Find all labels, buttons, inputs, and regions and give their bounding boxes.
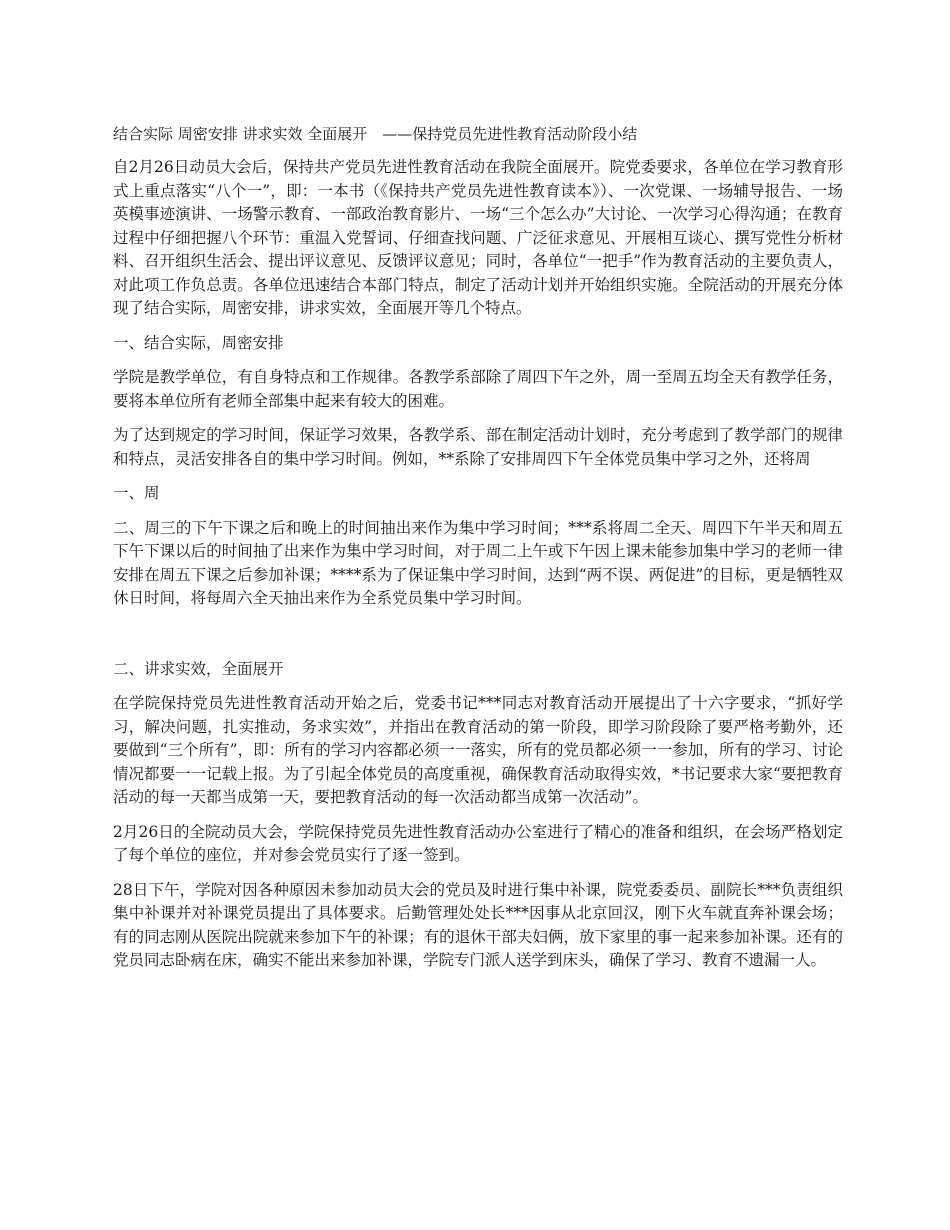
document-page	[113, 122, 843, 984]
document-title: 结合实际 周密安排 讲求实效 全面展开 ——保持党员先进性教育活动阶段小结	[113, 125, 638, 143]
list-fragment: 一、周	[113, 484, 160, 502]
body-paragraph: 二、周三的下午下课之后和晚上的时间抽出来作为集中学习时间；***系将周二全天、周四下午半天和周五下午下课以后的时间抽了出来作为集中学习时间，对于周二上午或下午因上课未能参加集中学习的老师一律安排在周五下课之后参加补课；****系为了保证集中学习时间，达到“两不误、两促进”的目标，更是牺牲双休日时间，将每周六全天抽出来作为全系党员集中学习时间。	[113, 518, 843, 607]
section-heading-1: 一、结合实际，周密安排	[113, 333, 284, 352]
body-paragraph: 学院是教学单位，有自身特点和工作规律。各教学系部除了周四下午之外，周一至周五均全天有教学任务，要将本单位所有老师全部集中起来有较大的困难。	[113, 368, 843, 410]
intro-paragraph: 自2月26日动员大会后，保持共产党员先进性教育活动在我院全面展开。院党委要求，各单位在学习教育形式上重点落实“八个一”，即：一本书（《保持共产党员先进性教育读本》）、一次党课、一场辅导报告、一场英模事迹演讲、一场警示教育、一部政治教育影片、一场“三个怎么办”大讨论、一次学习心得沟通；在教育过程中仔细把握八个环节：重温入党誓词、仔细查找问题、广泛征求意见、开展相互谈心、撰写党性分析材料、召开组织生活会、提出评议意见、反馈评议意见；同时，各单位“一把手”作为教育活动的主要负责人，对此项工作负总责。各单位迅速结合本部门特点，制定了活动计划并开始组织实施。全院活动的开展充分体现了结合实际，周密安排，讲求实效，全面展开等几个特点。	[113, 158, 843, 317]
body-paragraph: 2月26日的全院动员大会，学院保持党员先进性教育活动办公室进行了精心的准备和组织，在会场严格划定了每个单位的座位，并对参会党员实行了逐一签到。	[113, 822, 843, 864]
body-paragraph: 在学院保持党员先进性教育活动开始之后，党委书记***同志对教育活动开展提出了十六字要求，“抓好学习，解决问题，扎实推动，务求实效”，并指出在教育活动的第一阶段，即学习阶段除了要严格考勤外，还要做到“三个所有”，即：所有的学习内容都必须一一落实，所有的党员都必须一一参加，所有的学习、讨论情况都要一一记载上报。为了引起全体党员的高度重视，确保教育活动取得实效，*书记要求大家“要把教育活动的每一天都当成第一天，要把教育活动的每一次活动都当成第一次活动”。	[113, 694, 843, 806]
section-heading-2: 二、讲求实效，全面展开	[113, 659, 284, 678]
blank-space	[113, 622, 843, 658]
body-paragraph: 28日下午，学院对因各种原因未参加动员大会的党员及时进行集中补课，院党委委员、副院长***负责组织集中补课并对补课党员提出了具体要求。后勤管理处处长***因事从北京回汉，刚下火车就直奔补课会场；有的同志刚从医院出院就来参加下午的补课；有的退休干部夫妇俩，放下家里的事一起来参加补课。还有的党员同志卧病在床，确实不能出来参加补课，学院专门派人送学到床头，确保了学习、教育不遗漏一人。	[113, 880, 843, 969]
body-paragraph: 为了达到规定的学习时间，保证学习效果，各教学系、部在制定活动计划时，充分考虑到了教学部门的规律和特点，灵活安排各自的集中学习时间。例如，**系除了安排周四下午全体党员集中学习之外，还将周	[113, 426, 843, 468]
